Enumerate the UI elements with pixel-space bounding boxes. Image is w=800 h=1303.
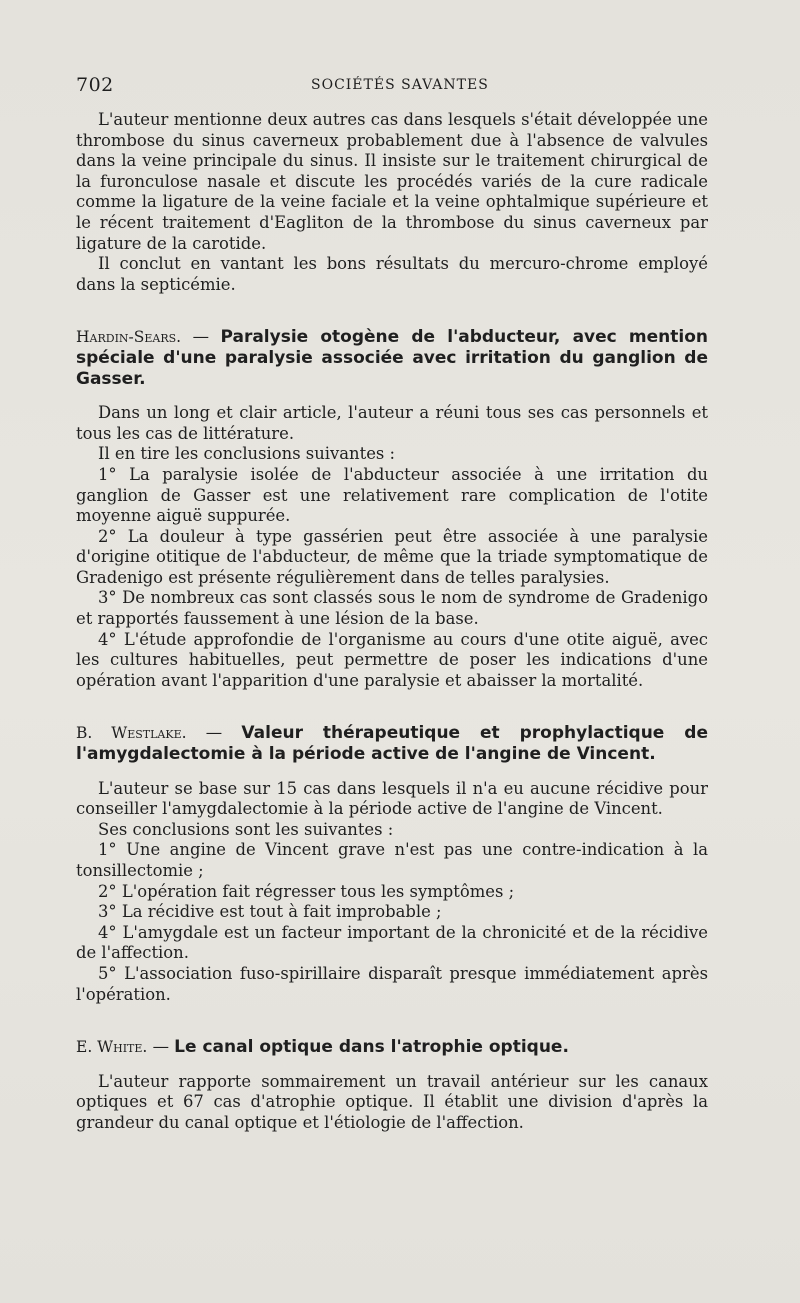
- paragraph: Ses conclusions sont les suivantes :: [98, 819, 394, 839]
- paragraph: L'auteur rapporte sommairement un travail antérieur sur les canaux optiques et 67 cas d'atrophie optique. Il établit une division d'après la grandeur du canal optique et l'étiologie de l'affection.: [76, 1071, 708, 1132]
- section-continuation: [76, 110, 708, 295]
- abstract-heading: Hardin-Sears. — Paralysie otogène de l'abducteur, avec mention spéciale d'une paralysie associée avec irritation du ganglion de Gasser.: [76, 327, 708, 389]
- paragraph: 5° L'association fuso-spirillaire disparaît presque immédiatement après l'opération.: [76, 963, 708, 1004]
- author-name: E. White.: [76, 1038, 148, 1057]
- running-head: SOCIÉTÉS SAVANTES: [311, 77, 489, 93]
- paragraph: 2° L'opération fait régresser tous les symptômes ;: [98, 881, 515, 901]
- paragraph: 1° Une angine de Vincent grave n'est pas une contre-indication à la tonsillectomie ;: [76, 840, 708, 880]
- paragraph: 2° La douleur à type gassérien peut être associée à une paralysie d'origine otitique de l'abducteur, de même que la triade symptomatique de Gradenigo est présente régulièrement dans de telles paralysies.: [76, 526, 708, 587]
- author-name: Hardin-Sears.: [76, 328, 182, 347]
- paragraph: L'auteur mentionne deux autres cas dans lesquels s'était développée une thrombose du sinus caverneux probablement due à l'absence de valvules dans la veine principale du sinus. Il insiste sur le traitement chirurgical de la furonculose nasale et discute les procédés variés de la cure radicale comme la ligature de la veine faciale et la veine ophtalmique supérieure et le récent traitement d'Eagliton de la thrombose du sinus caverneux par ligature de la carotide.: [76, 110, 708, 253]
- abstract-title: Valeur thérapeutique et prophylactique de l'amygdalectomie à la période active de l'angine de Vincent.: [76, 723, 708, 765]
- paragraph: L'auteur se base sur 15 cas dans lesquels il n'a eu aucune récidive pour conseiller l'amygdalectomie à la période active de l'angine de Vincent.: [76, 778, 708, 819]
- abstract-title: Paralysie otogène de l'abducteur, avec mention spéciale d'une paralysie associée avec irritation du ganglion de Gasser.: [76, 327, 708, 389]
- paragraph: Il en tire les conclusions suivantes :: [98, 444, 396, 464]
- page-header: [76, 74, 708, 98]
- abstract-white: [76, 1037, 708, 1133]
- abstract-hardin-sears: [76, 327, 708, 691]
- paragraph: 4° L'étude approfondie de l'organisme au cours d'une otite aiguë, avec les cultures habituelles, peut permettre de poser les indications d'une opération avant l'apparition d'une paralysie et abaisser la mortalité.: [76, 629, 708, 690]
- paragraph: 3° De nombreux cas sont classés sous le nom de syndrome de Gradenigo et rapportés faussement à une lésion de la base.: [76, 588, 708, 629]
- page-content: [76, 110, 708, 1134]
- paragraph: Dans un long et clair article, l'auteur a réuni tous ses cas personnels et tous les cas de littérature.: [76, 403, 708, 443]
- abstract-heading: E. White. — Le canal optique dans l'atrophie optique.: [76, 1037, 569, 1058]
- paragraph: 4° L'amygdale est un facteur important de la chronicité et de la récidive de l'affection.: [76, 922, 708, 963]
- paragraph: 3° La récidive est tout à fait improbable ;: [98, 902, 442, 922]
- paragraph: 1° La paralysie isolée de l'abducteur associée à une irritation du ganglion de Gasser est une relativement rare complication de l'otite moyenne aiguë suppurée.: [76, 464, 708, 526]
- paragraph: Il conclut en vantant les bons résultats du mercuro-chrome employé dans la septicémie.: [76, 254, 708, 294]
- abstract-westlake: [76, 723, 708, 1005]
- abstract-heading: B. Westlake. — Valeur thérapeutique et prophylactique de l'amygdalectomie à la période active de l'angine de Vincent.: [76, 723, 708, 765]
- abstract-title: Le canal optique dans l'atrophie optique.: [174, 1037, 569, 1058]
- author-name: B. Westlake.: [76, 724, 187, 743]
- page-number: 702: [76, 74, 114, 96]
